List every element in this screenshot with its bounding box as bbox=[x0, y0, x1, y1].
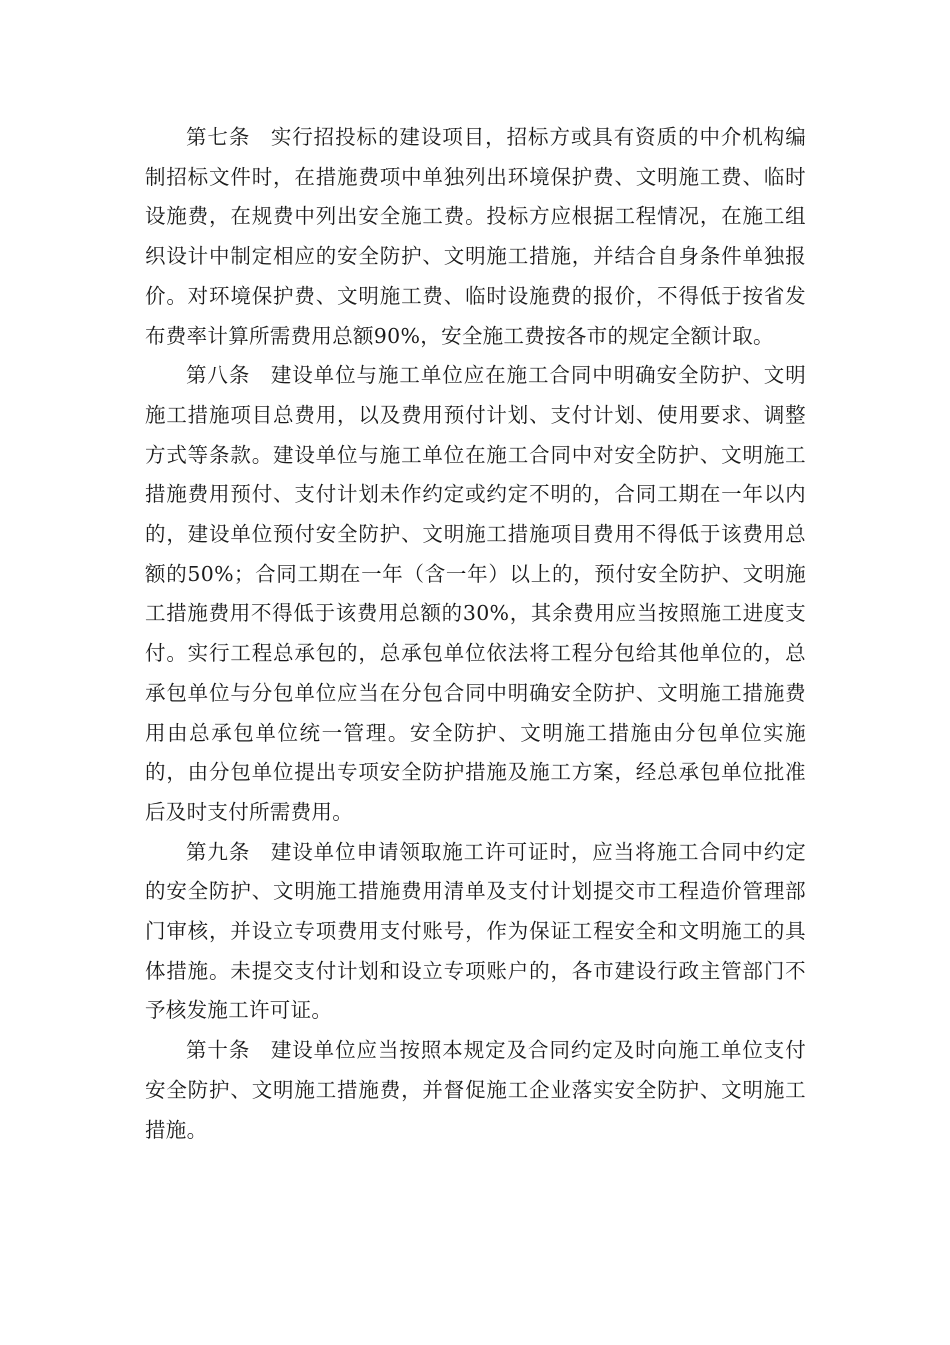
article-text: 实行招投标的建设项目，招标方或具有资质的中介机构编制招标文件时，在措施费项中单独列出环境保护费、文明施工费、临时设施费，在规费中列出安全施工费。投标方应根据工程情况，在施工组织设计中制定相应的安全防护、文明施工措施，并结合自身条件单独报价。对环境保护费、文明施工费、临时设施费的报价，不得低于按省发布费率计算所需费用总额90%，安全施工费按各市的规定全额计取。 bbox=[145, 125, 807, 348]
article-8 bbox=[145, 356, 806, 832]
article-7 bbox=[145, 118, 806, 356]
article-number: 第九条 bbox=[186, 839, 251, 864]
article-number: 第七条 bbox=[186, 125, 251, 149]
article-number: 第八条 bbox=[186, 363, 251, 388]
article-text: 建设单位申请领取施工许可证时，应当将施工合同中约定的安全防护、文明施工措施费用清单及支付计划提交市工程造价管理部门审核，并设立专项费用支付账号，作为保证工程安全和文明施工的具体措施。未提交支付计划和设立专项账户的，各市建设行政主管部门不予核发施工许可证。 bbox=[145, 839, 807, 1023]
document-page bbox=[145, 118, 806, 1150]
article-text: 建设单位应当按照本规定及合同约定及时向施工单位支付安全防护、文明施工措施费，并督促施工企业落实安全防护、文明施工措施。 bbox=[145, 1038, 807, 1142]
article-9 bbox=[145, 833, 806, 1032]
article-10 bbox=[145, 1031, 806, 1150]
article-number: 第十条 bbox=[186, 1038, 251, 1063]
article-text: 建设单位与施工单位应在施工合同中明确安全防护、文明施工措施项目总费用，以及费用预付计划、支付计划、使用要求、调整方式等条款。建设单位与施工单位在施工合同中对安全防护、文明施工措施费用预付、支付计划未作约定或约定不明的，合同工期在一年以内的，建设单位预付安全防护、文明施工措施项目费用不得低于该费用总额的50%；合同工期在一年（含一年）以上的，预付安全防护、文明施工措施费用不得低于该费用总额的30%，其余费用应当按照施工进度支付。实行工程总承包的，总承包单位依法将工程分包给其他单位的，总承包单位与分包单位应当在分包合同中明确安全防护、文明施工措施费用由总承包单位统一管理。安全防护、文明施工措施由分包单位实施的，由分包单位提出专项安全防护措施及施工方案，经总承包单位批准后及时支付所需费用。 bbox=[145, 363, 807, 824]
